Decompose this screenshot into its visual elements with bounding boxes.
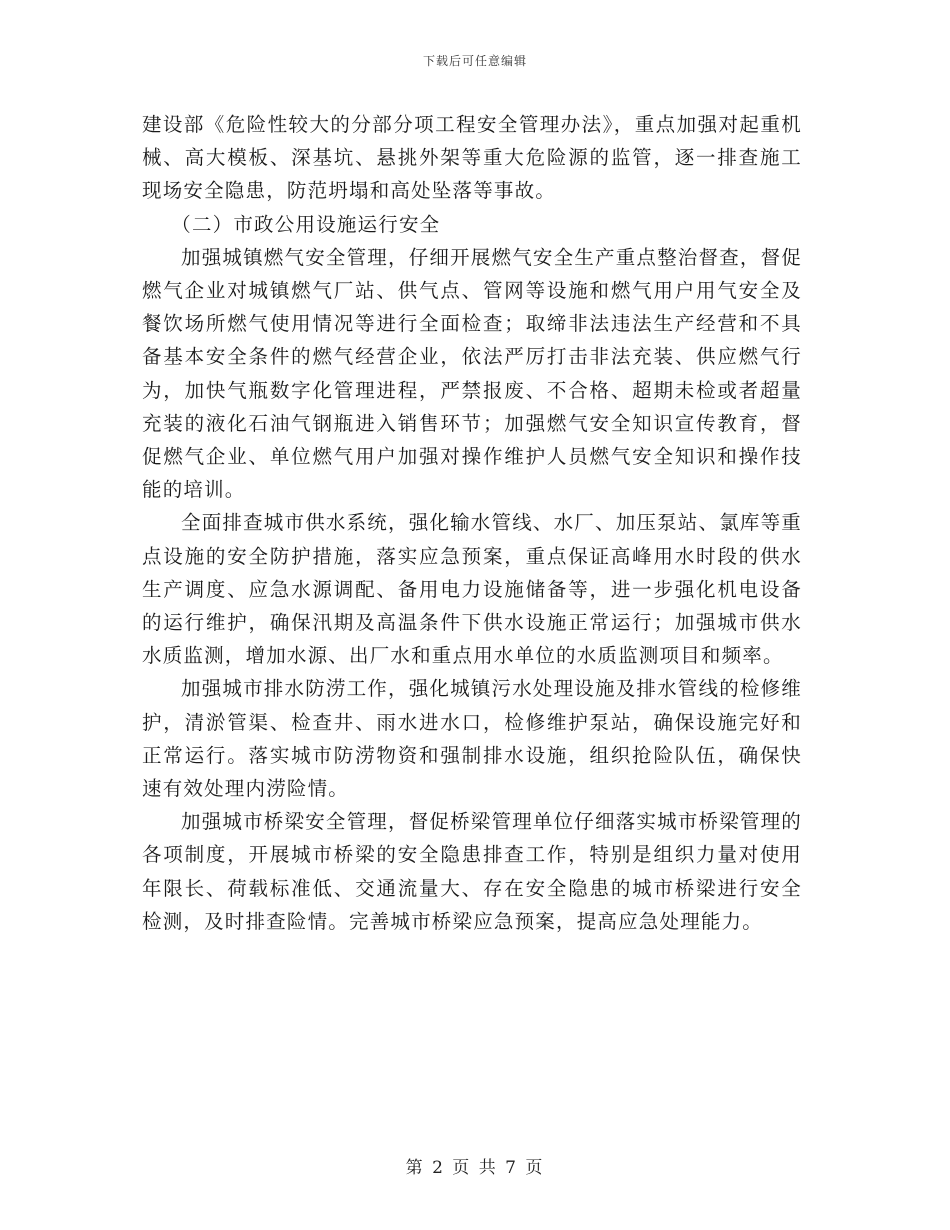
document-body	[142, 108, 802, 938]
paragraph-gas-safety: 加强城镇燃气安全管理，仔细开展燃气安全生产重点整治督查，督促燃气企业对城镇燃气厂站、供气点、管网等设施和燃气用户用气安全及餐饮场所燃气使用情况等进行全面检查；取缔非法违法生产经营和不具备基本安全条件的燃气经营企业，依法严厉打击非法充装、供应燃气行为，加快气瓶数字化管理进程，严禁报废、不合格、超期未检或者超量充装的液化石油气钢瓶进入销售环节；加强燃气安全知识宣传教育，督促燃气企业、单位燃气用户加强对操作维护人员燃气安全知识和操作技能的培训。	[142, 245, 803, 502]
section-heading: （二）市政公用设施运行安全	[171, 212, 441, 236]
paragraph-bridge-safety: 加强城市桥梁安全管理，督促桥梁管理单位仔细落实城市桥梁管理的各项制度，开展城市桥梁的安全隐患排查工作，特别是组织力量对使用年限长、荷载标准低、交通流量大、存在安全隐患的城市桥梁进行安全检测，及时排查险情。完善城市桥梁应急预案，提高应急处理能力。	[142, 810, 803, 933]
paragraph-water-supply: 全面排查城市供水系统，强化输水管线、水厂、加压泵站、氯库等重点设施的安全防护措施，落实应急预案，重点保证高峰用水时段的供水生产调度、应急水源调配、备用电力设施储备等，进一步强化机电设备的运行维护，确保汛期及高温条件下供水设施正常运行；加强城市供水水质监测，增加水源、出厂水和重点用水单位的水质监测项目和频率。	[142, 511, 803, 668]
paragraph-continuation: 建设部《危险性较大的分部分项工程安全管理办法》，重点加强对起重机械、高大模板、深基坑、悬挑外架等重大危险源的监管，逐一排查施工现场安全隐患，防范坍塌和高处坠落等事故。	[142, 113, 802, 203]
page-header-note: 下载后可任意编辑	[422, 54, 527, 68]
paragraph-drainage: 加强城市排水防涝工作，强化城镇污水处理设施及排水管线的检修维护，清淤管渠、检查井、雨水进水口，检修维护泵站，确保设施完好和正常运行。落实城市防涝物资和强制排水设施，组织抢险队伍，确保快速有效处理内涝险情。	[142, 677, 803, 801]
page-number: 第 2 页 共 7 页	[405, 1158, 545, 1178]
